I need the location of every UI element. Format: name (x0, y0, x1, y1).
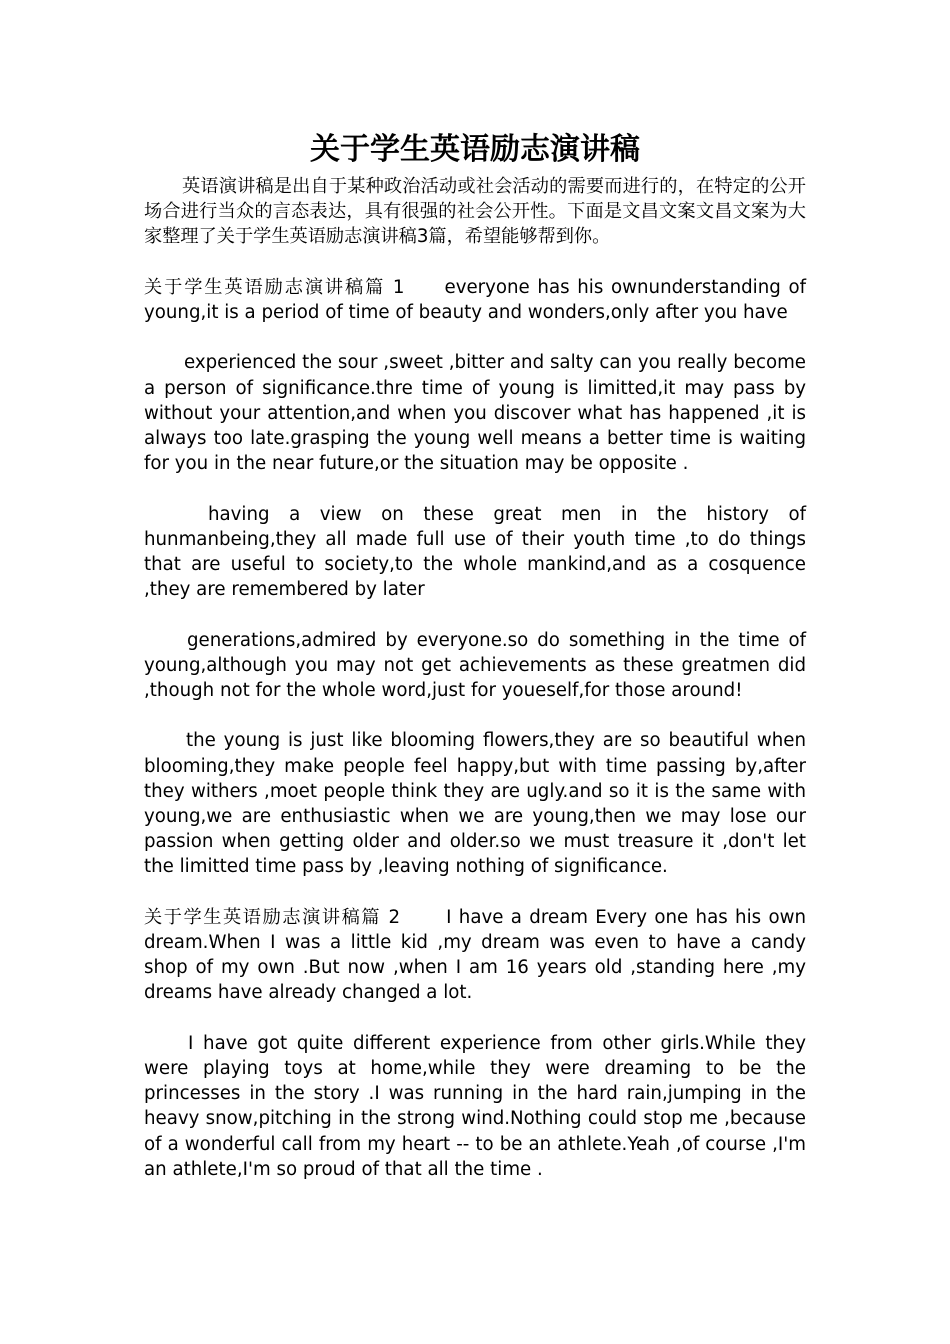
body-paragraph: the young is just like blooming flowers,they are so beautiful when blooming,they make people feel happy,but with time passing by,after they withers ,moet people think they are ugly.and so it is the same with young,we are enthusiastic when we are young,then we may lose our passion when getting older and older.so we must treasure it ,don't let the limitted time pass by ,leaving nothing of significance. (144, 730, 806, 878)
section2-heading: 关于学生英语励志演讲稿篇 2 (144, 906, 401, 928)
document-page (144, 128, 806, 1207)
body-paragraph: having a view on these great men in the history of hunmanbeing,they all made full use of their youth time ,to do things that are useful to society,to the whole mankind,and as a cosquence ,they are remembered by later (144, 503, 806, 601)
body-paragraph: experienced the sour ,sweet ,bitter and salty can you really become a person of significance.thre time of young is limitted,it may pass by without your attention,and when you discover what has happened ,it is always too late.grasping the young well means a better time is waiting for you in the near future,or the situation may be opposite . (144, 352, 806, 475)
section1-heading: 关于学生英语励志演讲稿篇 1 (144, 276, 405, 298)
section2-lead: I have a dream Every one has his own dream.When I was a little kid ,my dream was even to have a candy shop of my own .But now ,when I am 16 years old ,standing here ,my dreams have already changed a lot. (144, 906, 806, 1004)
intro-paragraph: 英语演讲稿是出自于某种政治活动或社会活动的需要而进行的，在特定的公开场合进行当众的言态表达，具有很强的社会公开性。下面是文昌文案文昌文案为大家整理了关于学生英语励志演讲稿3篇，希望能够帮到你。 (144, 176, 806, 248)
body-paragraph: generations,admired by everyone.so do something in the time of young,although you may not get achievements as these greatmen did ,though not for the whole word,just for youeself,for those around! (144, 629, 806, 701)
section2-paragraph (144, 905, 806, 1006)
body-paragraph: I have got quite different experience from other girls.While they were playing toys at home,while they were dreaming to be the princesses in the story .I was running in the hard rain,jumping in the heavy snow,pitching in the strong wind.Nothing could stop me ,because of a wonderful call from my heart -- to be an athlete.Yeah ,of course ,I'm an athlete,I'm so proud of that all the time . (144, 1032, 806, 1180)
section1-paragraph (144, 275, 806, 325)
document-title: 关于学生英语励志演讲稿 (310, 132, 640, 167)
section1-lead: everyone has his ownunderstanding of young,it is a period of time of beauty and wonders,only after you have (144, 276, 806, 323)
